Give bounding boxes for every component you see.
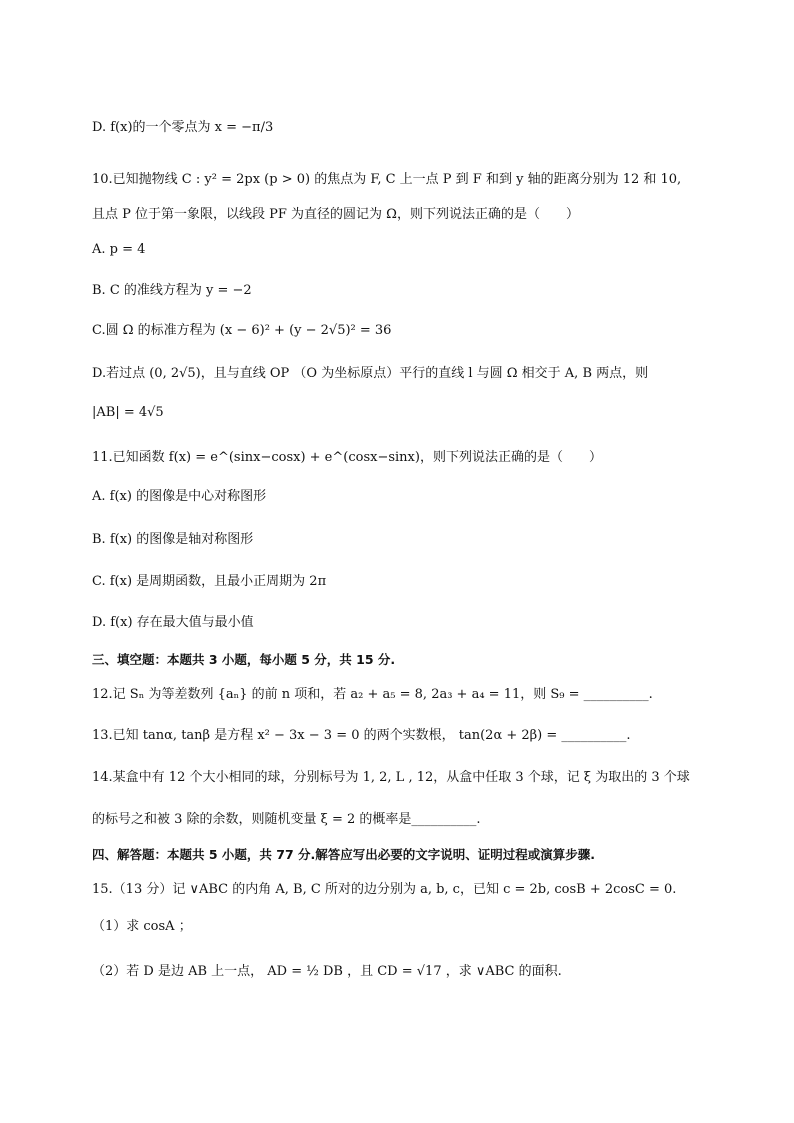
text-line: C. f(x) 是周期函数，且最小正周期为 2π bbox=[92, 574, 327, 589]
text-line: 12.记 Sₙ 为等差数列 {aₙ} 的前 n 项和，若 a₂ + a₅ = 8, 2a₃ + a₄ = 11，则 S₉ = __________. bbox=[92, 687, 653, 702]
section-heading: 四、解答题：本题共 5 小题，共 77 分.解答应写出必要的文字说明、证明过程或演算步骤. bbox=[92, 847, 595, 862]
text-line: D.若过点 (0, 2√5)，且与直线 OP （O 为坐标原点）平行的直线 l 与圆 Ω 相交于 A, B 两点，则 bbox=[92, 366, 649, 381]
text-line: 11.已知函数 f(x) = e^(sinx−cosx) + e^(cosx−sinx)，则下列说法正确的是（ ） bbox=[92, 450, 602, 465]
text-line: A. p = 4 bbox=[92, 242, 146, 257]
text-line: C.圆 Ω 的标准方程为 (x − 6)² + (y − 2√5)² = 36 bbox=[92, 323, 392, 338]
text-line: 的标号之和被 3 除的余数，则随机变量 ξ = 2 的概率是__________. bbox=[92, 812, 481, 827]
text-line: |AB| = 4√5 bbox=[92, 405, 164, 420]
text-line: 10.已知抛物线 C : y² = 2px (p > 0) 的焦点为 F, C 上一点 P 到 F 和到 y 轴的距离分别为 12 和 10, bbox=[92, 172, 682, 187]
text-line: 且点 P 位于第一象限，以线段 PF 为直径的圆记为 Ω，则下列说法正确的是（ ） bbox=[92, 207, 579, 222]
text-line: A. f(x) 的图像是中心对称图形 bbox=[92, 489, 267, 504]
text-line: 15.（13 分）记 ∨ABC 的内角 A, B, C 所对的边分别为 a, b, c，已知 c = 2b, cosB + 2cosC = 0. bbox=[92, 882, 677, 897]
text-line: B. C 的准线方程为 y = −2 bbox=[92, 283, 252, 298]
text-line: （1）求 cosA ； bbox=[92, 919, 192, 934]
text-line: 14.某盒中有 12 个大小相同的球，分别标号为 1, 2, L , 12，从盒中任取 3 个球，记 ξ 为取出的 3 个球 bbox=[92, 770, 690, 785]
text-line: D. f(x) 存在最大值与最小值 bbox=[92, 615, 254, 630]
text-line: B. f(x) 的图像是轴对称图形 bbox=[92, 532, 254, 547]
text-line: D. f(x)的一个零点为 x = −π/3 bbox=[92, 120, 274, 135]
section-heading: 三、填空题：本题共 3 小题，每小题 5 分，共 15 分. bbox=[92, 652, 396, 667]
text-line: 13.已知 tanα, tanβ 是方程 x² − 3x − 3 = 0 的两个实数根， tan(2α + 2β) = __________. bbox=[92, 728, 631, 743]
text-line: （2）若 D 是边 AB 上一点， AD = ½ DB ，且 CD = √17 ，求 ∨ABC 的面积. bbox=[92, 964, 562, 979]
